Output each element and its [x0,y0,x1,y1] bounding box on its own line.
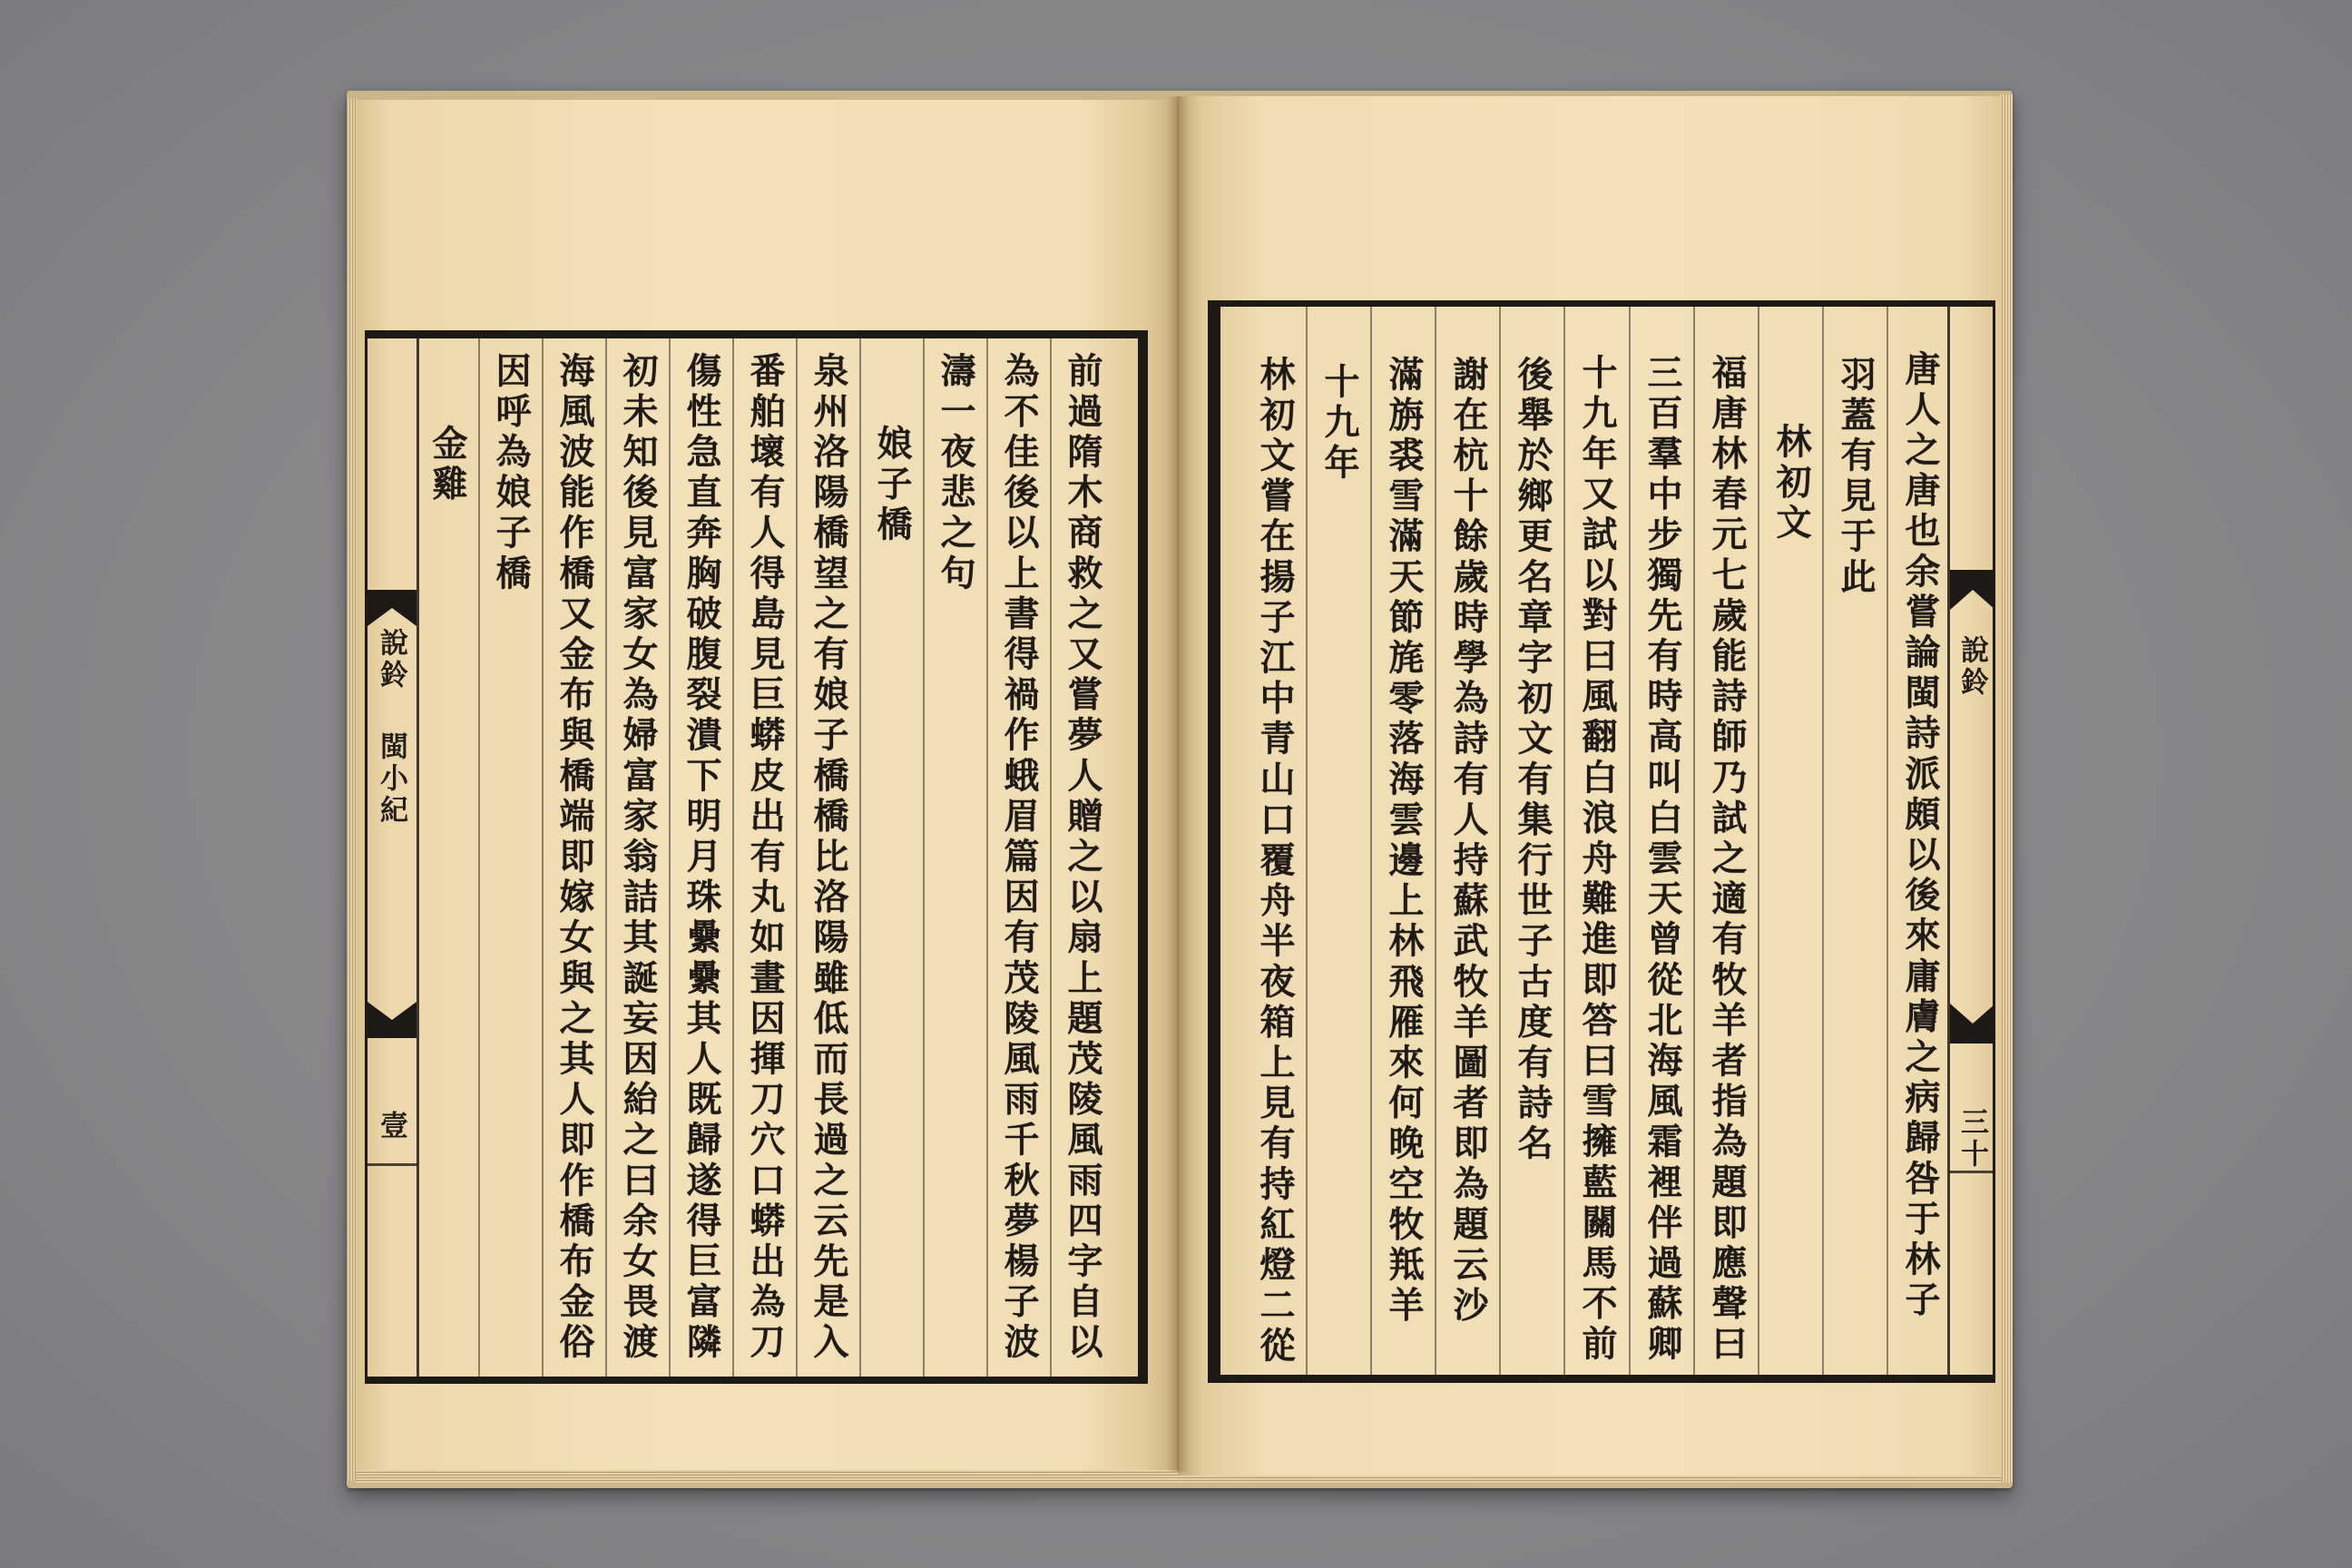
text-column: 滿旃裘雪滿天節旄零落海雲邊上林飛雁來何晚空牧羝羊 [1383,356,1425,1328]
left-page-number: 壹 [375,1111,407,1142]
column-rule [1306,307,1308,1375]
right-fold-title: 說鈴 [1955,635,1988,699]
text-column: 番舶壞有人得島見巨蟒皮出有丸如畫因揮刀穴口蟒出為刀 [744,352,786,1364]
column-rule [732,338,734,1377]
column-rule [859,338,861,1377]
right-page-number: 三十 [1955,1107,1988,1171]
column-rule [923,338,925,1377]
text-column: 初未知後見富家女為婦富家翁詰其誕妄因紿之曰余女畏渡 [617,352,659,1364]
text-column: 林初文嘗在揚子江中青山口覆舟半夜箱上見有持紅燈二從 [1254,356,1296,1367]
text-column: 為不佳後以上書得禍作蛾眉篇因有茂陵風雨千秋夢楊子波 [998,352,1040,1364]
column-rule [1758,307,1759,1375]
section-heading: 娘子橋 [871,425,913,546]
upper-fishtail-icon [368,590,416,626]
column-rule [1499,307,1501,1375]
column-rule [478,338,480,1377]
text-column: 海風波能作橋又金布與橋端即嫁女與之其人即作橋布金俗 [554,352,595,1364]
book-right-edge [2000,94,2013,1483]
right-fold-heart-line [1947,305,1950,1376]
column-rule [986,338,988,1377]
column-rule [1370,307,1372,1375]
column-rule [542,338,544,1377]
text-column: 謝在杭十餘歲時學為詩有人持蘇武牧羊圖者即為題云沙 [1447,356,1489,1328]
left-fold-heart-divider [368,1163,417,1166]
column-rule [669,338,671,1377]
column-rule [605,338,607,1377]
column-rule [1050,338,1052,1377]
text-column: 三百羣中步獨先有時高叫白雲天曾從北海風霜裡伴過蘇卿 [1642,354,1683,1366]
text-column: 傷性急直奔胸破腹裂潰下明月珠纍纍其人既歸遂得巨富隣 [681,352,722,1364]
column-rule [1563,307,1565,1375]
text-column: 羽蓋有見于此 [1835,356,1877,599]
text-column: 福唐林春元七歲能詩師乃試之適有牧羊者指為題即應聲曰 [1706,354,1748,1366]
text-column: 因呼為娘子橋 [490,352,532,595]
book-left-edge [347,98,357,1481]
left-fold-title: 說鈴 [375,628,407,691]
lower-fishtail-icon [368,1002,416,1038]
column-rule [1435,307,1436,1375]
lower-fishtail-icon [1950,1004,1995,1044]
upper-fishtail-icon [1950,570,1995,610]
section-heading: 林初文 [1770,423,1812,544]
column-rule [1693,307,1695,1375]
left-fold-subtitle: 閩小紀 [375,731,407,827]
column-rule [1629,307,1631,1375]
column-rule [1822,307,1824,1375]
left-fold-heart-line [416,336,419,1377]
column-rule [1886,307,1888,1375]
text-column: 十九年 [1318,363,1360,485]
text-column: 十九年又試以對曰風翻白浪舟難進即答曰雪擁藍關馬不前 [1576,354,1618,1366]
right-fold-heart-divider [1949,1171,1994,1173]
section-heading: 金雞 [426,425,468,506]
text-column: 前過隋木商救之又嘗夢人贈之以扇上題茂陵風雨四字自以 [1062,352,1103,1364]
column-rule [796,338,798,1377]
text-column: 濤一夜悲之句 [935,352,976,595]
text-column: 後舉於鄉更名章字初文有集行世子古度有詩名 [1512,356,1553,1165]
text-column: 唐人之唐也余嘗論閩詩派頗以後來庸膚之病歸咎于林子 [1899,350,1941,1322]
book-gutter [1167,96,1189,1472]
text-column: 泉州洛陽橋望之有娘子橋橋比洛陽雖低而長過之云先是入 [808,352,849,1364]
